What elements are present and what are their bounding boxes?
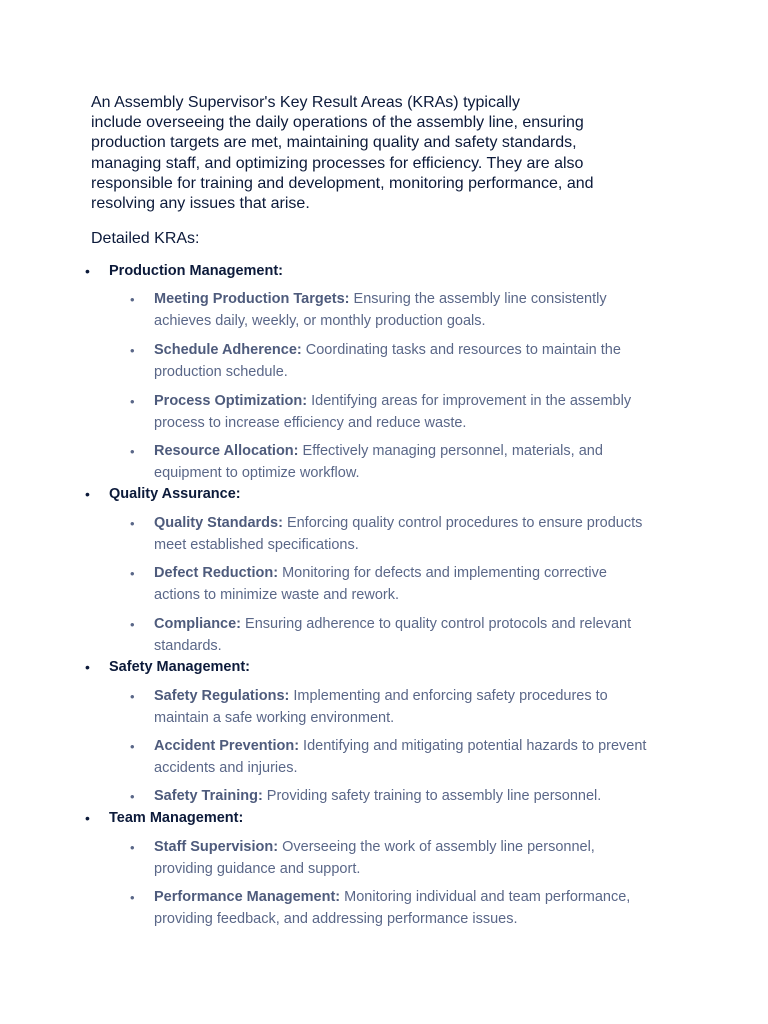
kra-item-description-continued: standards. xyxy=(154,637,222,654)
bullet-icon: • xyxy=(130,516,135,531)
kra-item-title: Resource Allocation: xyxy=(154,443,299,459)
kra-item-title: Schedule Adherence: xyxy=(154,342,302,358)
kra-item-description: Monitoring individual and team performance, xyxy=(340,889,631,905)
kra-item-description: Ensuring the assembly line consistently xyxy=(349,291,607,307)
kra-item-title: Performance Management: xyxy=(154,889,341,905)
bullet-icon: • xyxy=(130,394,135,409)
kra-item-description-continued: process to increase efficiency and reduce waste. xyxy=(154,414,467,431)
kra-item-title: Safety Regulations: xyxy=(154,688,290,704)
intro-line: include overseeing the daily operations of the assembly line, ensuring xyxy=(91,114,584,132)
kra-item-first-line xyxy=(154,686,684,708)
bullet-icon: • xyxy=(130,840,135,855)
kra-item-text xyxy=(154,391,684,434)
kra-item-description: Coordinating tasks and resources to maintain the xyxy=(301,342,621,358)
kra-item-description: Ensuring adherence to quality control protocols and relevant xyxy=(241,616,632,632)
kra-item-text xyxy=(154,887,684,930)
kra-item-description-continued: production schedule. xyxy=(154,363,288,380)
kra-item-title: Process Optimization: xyxy=(154,393,308,409)
kra-item-description: Effectively managing personnel, materials, and xyxy=(298,443,603,459)
bullet-icon: • xyxy=(130,617,135,632)
kra-item-description-continued: equipment to optimize workflow. xyxy=(154,464,360,481)
kra-item-first-line xyxy=(154,289,684,311)
intro-line: responsible for training and development, monitoring performance, and xyxy=(91,174,594,192)
kra-item-first-line xyxy=(154,340,684,362)
kra-item-text xyxy=(154,289,684,332)
kra-item-description-continued: achieves daily, weekly, or monthly production goals. xyxy=(154,312,486,329)
kra-item-first-line xyxy=(154,614,684,636)
kra-item-description-continued: actions to minimize waste and rework. xyxy=(154,586,399,603)
kra-item-title: Quality Standards: xyxy=(154,515,283,531)
kra-item-title: Staff Supervision: xyxy=(154,839,279,855)
kra-category-title: Production Management: xyxy=(109,263,284,279)
kra-item-text xyxy=(154,686,684,729)
kra-item-description: Monitoring for defects and implementing corrective xyxy=(278,565,607,581)
kra-item-title: Meeting Production Targets: xyxy=(154,291,350,307)
kra-item-text xyxy=(154,736,684,779)
kra-item-description: Overseeing the work of assembly line personnel, xyxy=(278,839,595,855)
kra-item-description: Enforcing quality control procedures to ensure products xyxy=(282,515,643,531)
intro-line: production targets are met, maintaining quality and safety standards, xyxy=(91,134,577,152)
kra-item-description-continued: maintain a safe working environment. xyxy=(154,709,395,726)
kra-item-text xyxy=(154,614,684,657)
bullet-icon: • xyxy=(130,890,135,905)
bullet-icon: • xyxy=(85,263,90,279)
bullet-icon: • xyxy=(130,292,135,307)
intro-line: resolving any issues that arise. xyxy=(91,195,310,213)
kra-item-first-line xyxy=(154,786,684,808)
kra-item-description: Implementing and enforcing safety procedures to xyxy=(289,688,608,704)
intro-line: An Assembly Supervisor's Key Result Areas (KRAs) typically xyxy=(91,94,520,111)
bullet-icon: • xyxy=(130,566,135,581)
kra-item-text xyxy=(154,563,684,606)
kra-category-title: Team Management: xyxy=(109,810,244,826)
kra-item-first-line xyxy=(154,391,684,413)
kra-item-title: Defect Reduction: xyxy=(154,565,279,581)
kra-item-description-continued: accidents and injuries. xyxy=(154,759,298,776)
kra-item-first-line xyxy=(154,837,684,859)
bullet-icon: • xyxy=(130,343,135,358)
kra-item-description: Providing safety training to assembly line personnel. xyxy=(262,788,602,804)
bullet-icon: • xyxy=(130,739,135,754)
kra-item-title: Safety Training: xyxy=(154,788,263,804)
bullet-icon: • xyxy=(85,659,90,675)
kra-item-text xyxy=(154,340,684,383)
bullet-icon: • xyxy=(85,486,90,502)
kra-item-text xyxy=(154,513,684,556)
bullet-icon: • xyxy=(85,810,90,826)
kra-item-first-line xyxy=(154,441,684,463)
kra-item-title: Accident Prevention: xyxy=(154,738,300,754)
kra-item-description: Identifying and mitigating potential hazards to prevent xyxy=(299,738,647,754)
bullet-icon: • xyxy=(130,789,135,804)
kra-category-title: Safety Management: xyxy=(109,659,251,675)
kra-item-text xyxy=(154,786,684,808)
kra-item-description: Identifying areas for improvement in the assembly xyxy=(307,393,632,409)
kra-category-title: Quality Assurance: xyxy=(109,486,241,502)
bullet-icon: • xyxy=(130,689,135,704)
kra-item-text xyxy=(154,837,684,880)
kra-item-description-continued: providing guidance and support. xyxy=(154,860,361,877)
intro-paragraph xyxy=(91,93,651,214)
kra-item-first-line xyxy=(154,563,684,585)
bullet-icon: • xyxy=(130,444,135,459)
intro-line: managing staff, and optimizing processes for efficiency. They are also xyxy=(91,154,584,172)
detailed-kras-heading: Detailed KRAs: xyxy=(91,230,200,247)
kra-item-text xyxy=(154,441,684,484)
kra-item-first-line xyxy=(154,736,684,758)
kra-item-first-line xyxy=(154,513,684,535)
kra-item-first-line xyxy=(154,887,684,909)
kra-item-description-continued: meet established specifications. xyxy=(154,536,359,553)
kra-item-description-continued: providing feedback, and addressing performance issues. xyxy=(154,910,518,927)
kra-item-title: Compliance: xyxy=(154,616,242,632)
